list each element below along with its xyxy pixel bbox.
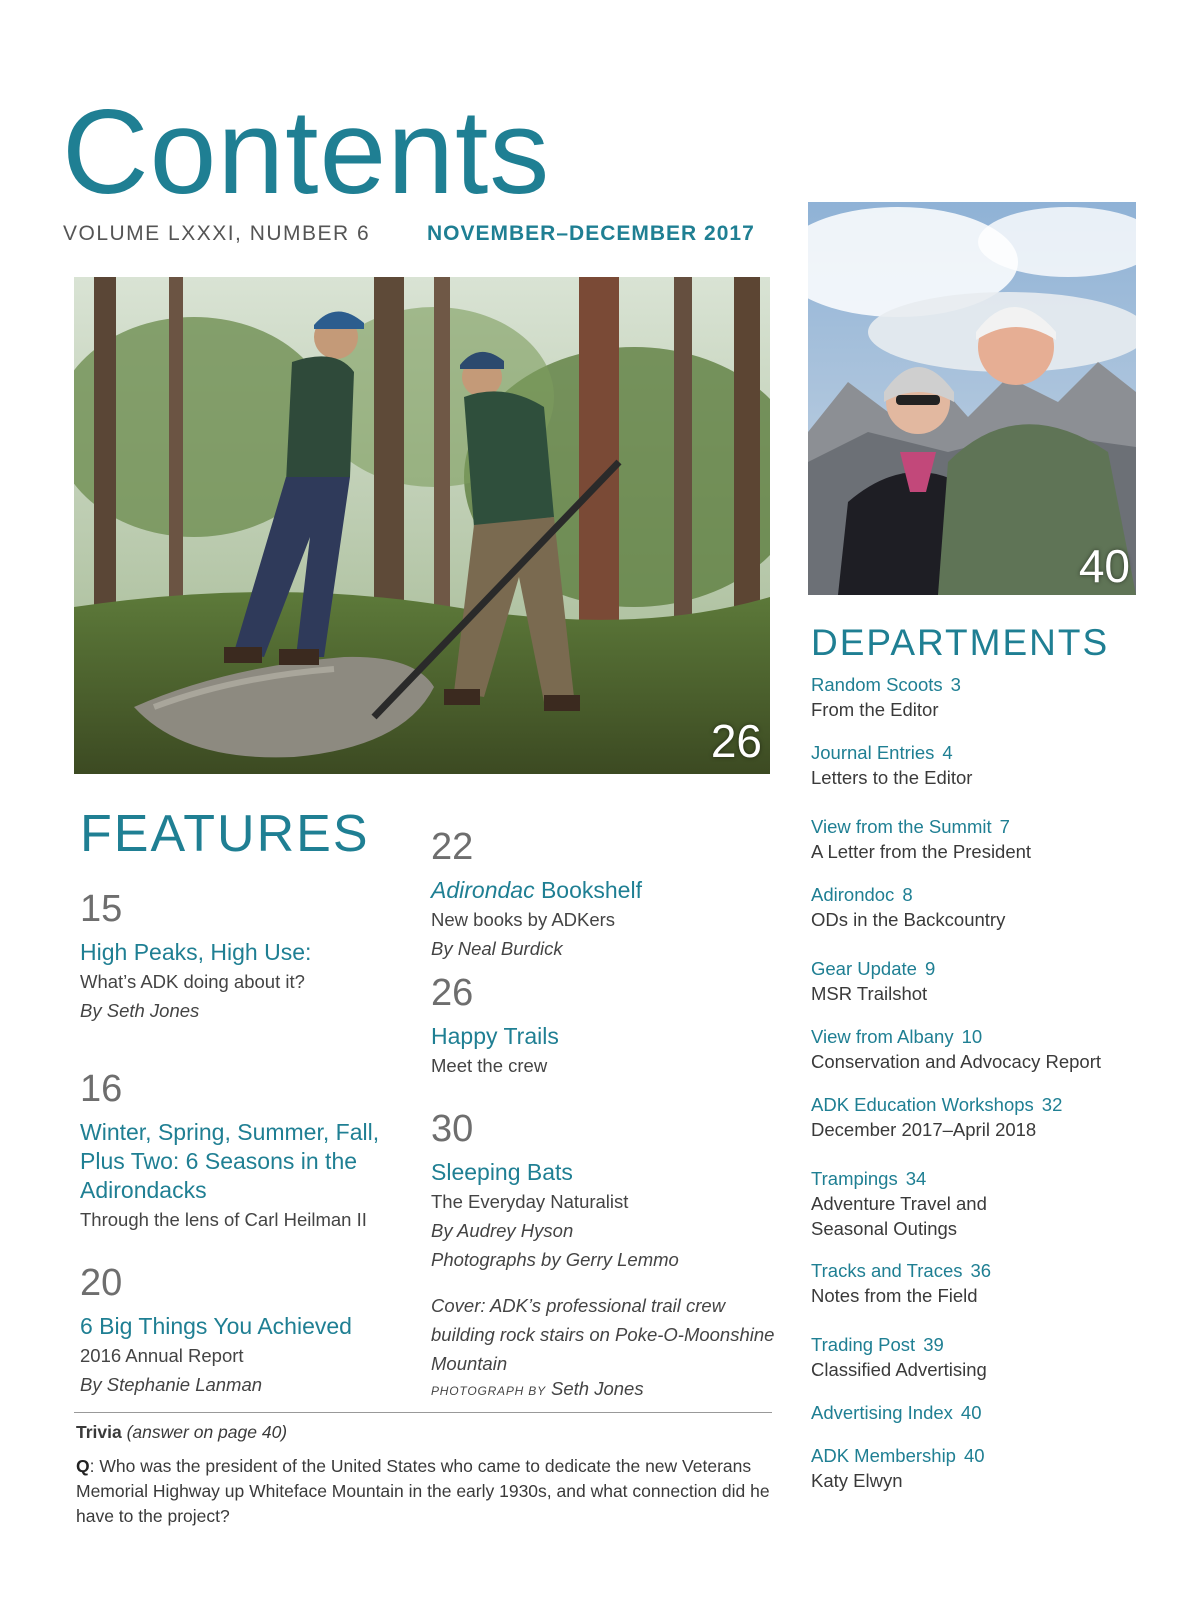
department-item[interactable] <box>811 1166 1111 1241</box>
department-title[interactable]: Trampings <box>811 1168 898 1189</box>
department-title[interactable]: Advertising Index <box>811 1402 953 1423</box>
photo-page-number: 26 <box>710 715 762 767</box>
feature-photo-credit: Photographs by Gerry Lemmo <box>431 1249 679 1270</box>
department-page-number: 40 <box>960 1402 982 1423</box>
department-description: Classified Advertising <box>811 1359 987 1380</box>
feature-page-number: 20 <box>80 1262 123 1304</box>
department-title[interactable]: Trading Post <box>811 1334 916 1355</box>
department-item[interactable] <box>811 672 1161 722</box>
department-title[interactable]: View from the Summit <box>811 816 992 837</box>
department-item[interactable] <box>811 814 1161 864</box>
feature-title[interactable]: High Peaks, High Use: <box>80 939 312 965</box>
trivia-box <box>76 1420 776 1529</box>
feature-item[interactable] <box>431 1110 761 1274</box>
feature-page-number: 15 <box>80 888 123 930</box>
department-page-number: 7 <box>999 816 1010 837</box>
department-item[interactable] <box>811 882 1161 932</box>
feature-subtitle: 2016 Annual Report <box>80 1345 244 1366</box>
trivia-question <box>76 1454 776 1529</box>
department-description: Katy Elwyn <box>811 1470 903 1491</box>
feature-title[interactable]: Sleeping Bats <box>431 1159 573 1185</box>
department-page-number: 34 <box>905 1168 927 1189</box>
feature-byline: By Stephanie Lanman <box>80 1374 263 1395</box>
department-page-number: 10 <box>961 1026 983 1047</box>
trivia-note: (answer on page 40) <box>126 1422 288 1442</box>
feature-item[interactable] <box>431 828 761 963</box>
department-item[interactable] <box>811 1443 1161 1493</box>
department-item[interactable] <box>811 1258 1161 1308</box>
department-description: December 2017–April 2018 <box>811 1119 1037 1140</box>
departments-heading: DEPARTMENTS <box>811 622 1110 663</box>
department-item[interactable] <box>811 956 1161 1006</box>
feature-title[interactable]: Happy Trails <box>431 1023 559 1049</box>
feature-item[interactable] <box>80 890 410 1025</box>
photo-page-number: 40 <box>1078 540 1130 592</box>
department-item[interactable] <box>811 1092 1161 1142</box>
department-item[interactable] <box>811 740 1161 790</box>
feature-subtitle: New books by ADKers <box>431 909 616 930</box>
trail-crew-photo[interactable] <box>74 277 770 774</box>
department-page-number: 32 <box>1041 1094 1063 1115</box>
couple-photo[interactable] <box>808 202 1136 595</box>
department-page-number: 40 <box>963 1445 985 1466</box>
question-label: Q <box>76 1456 90 1476</box>
cover-caption: Cover: ADK’s professional trail crew building rock stairs on Poke-O-Moonshine Mountain <box>431 1295 775 1374</box>
feature-byline: By Seth Jones <box>80 1000 200 1021</box>
department-description: Notes from the Field <box>811 1285 978 1306</box>
feature-page-number: 26 <box>431 972 474 1014</box>
department-page-number: 4 <box>942 742 953 763</box>
department-item[interactable] <box>811 1024 1161 1074</box>
department-title[interactable]: Gear Update <box>811 958 917 979</box>
department-description: From the Editor <box>811 699 939 720</box>
feature-title[interactable]: 6 Big Things You Achieved <box>80 1313 352 1339</box>
couple-illustration <box>808 202 1136 595</box>
feature-title-italic: Adirondac <box>431 877 535 903</box>
department-item[interactable] <box>811 1332 1161 1382</box>
feature-item[interactable] <box>431 974 761 1080</box>
department-item[interactable] <box>811 1400 1161 1425</box>
department-description: ODs in the Backcountry <box>811 909 1006 930</box>
feature-item[interactable] <box>80 1264 410 1399</box>
department-title[interactable]: Random Scoots <box>811 674 943 695</box>
trivia-label: Trivia <box>76 1422 122 1442</box>
page-title: Contents <box>62 85 551 219</box>
feature-title[interactable]: Winter, Spring, Summer, Fall, Plus Two: 6 Seasons in the Adirondacks <box>80 1119 380 1203</box>
department-title[interactable]: Tracks and Traces <box>811 1260 963 1281</box>
department-page-number: 36 <box>970 1260 992 1281</box>
volume-number: VOLUME LXXXI, NUMBER 6 <box>63 222 371 245</box>
feature-page-number: 22 <box>431 826 474 868</box>
department-page-number: 39 <box>923 1334 944 1355</box>
feature-subtitle: Through the lens of Carl Heilman II <box>80 1209 367 1230</box>
feature-title[interactable] <box>431 876 761 905</box>
trail-crew-illustration <box>74 277 770 774</box>
department-page-number: 9 <box>924 958 936 979</box>
credit-label: PHOTOGRAPH BY <box>431 1384 546 1398</box>
question-text: : Who was the president of the United States who came to dedicate the new Veterans Memorial Highway up Whiteface Mountain in the early 1930s, and what connection did he have to the project? <box>76 1456 770 1526</box>
department-page-number: 3 <box>950 674 961 695</box>
features-heading: FEATURES <box>80 805 370 863</box>
feature-title-rest: Bookshelf <box>534 877 642 903</box>
feature-subtitle: The Everyday Naturalist <box>431 1191 629 1212</box>
feature-subtitle: What’s ADK doing about it? <box>80 971 305 992</box>
credit-name: Seth Jones <box>551 1378 644 1399</box>
divider <box>74 1412 772 1413</box>
department-page-number: 8 <box>902 884 913 905</box>
department-description: A Letter from the President <box>811 841 1032 862</box>
cover-credit <box>431 1378 644 1400</box>
feature-page-number: 30 <box>431 1108 474 1150</box>
feature-byline: By Audrey Hyson <box>431 1220 574 1241</box>
department-description: MSR Trailshot <box>811 983 928 1004</box>
feature-byline: By Neal Burdick <box>431 938 563 959</box>
department-title[interactable]: Adirondoc <box>811 884 895 905</box>
department-title[interactable]: Journal Entries <box>811 742 935 763</box>
department-title[interactable]: ADK Education Workshops <box>811 1094 1034 1115</box>
issue-date: NOVEMBER–DECEMBER 2017 <box>427 222 755 245</box>
department-description: Conservation and Advocacy Report <box>811 1051 1102 1072</box>
department-description: Letters to the Editor <box>811 767 973 788</box>
department-description: Adventure Travel and Seasonal Outings <box>811 1193 987 1239</box>
feature-subtitle: Meet the crew <box>431 1055 548 1076</box>
feature-page-number: 16 <box>80 1068 123 1110</box>
feature-item[interactable] <box>80 1070 410 1234</box>
department-title[interactable]: ADK Membership <box>811 1445 956 1466</box>
department-title[interactable]: View from Albany <box>811 1026 954 1047</box>
